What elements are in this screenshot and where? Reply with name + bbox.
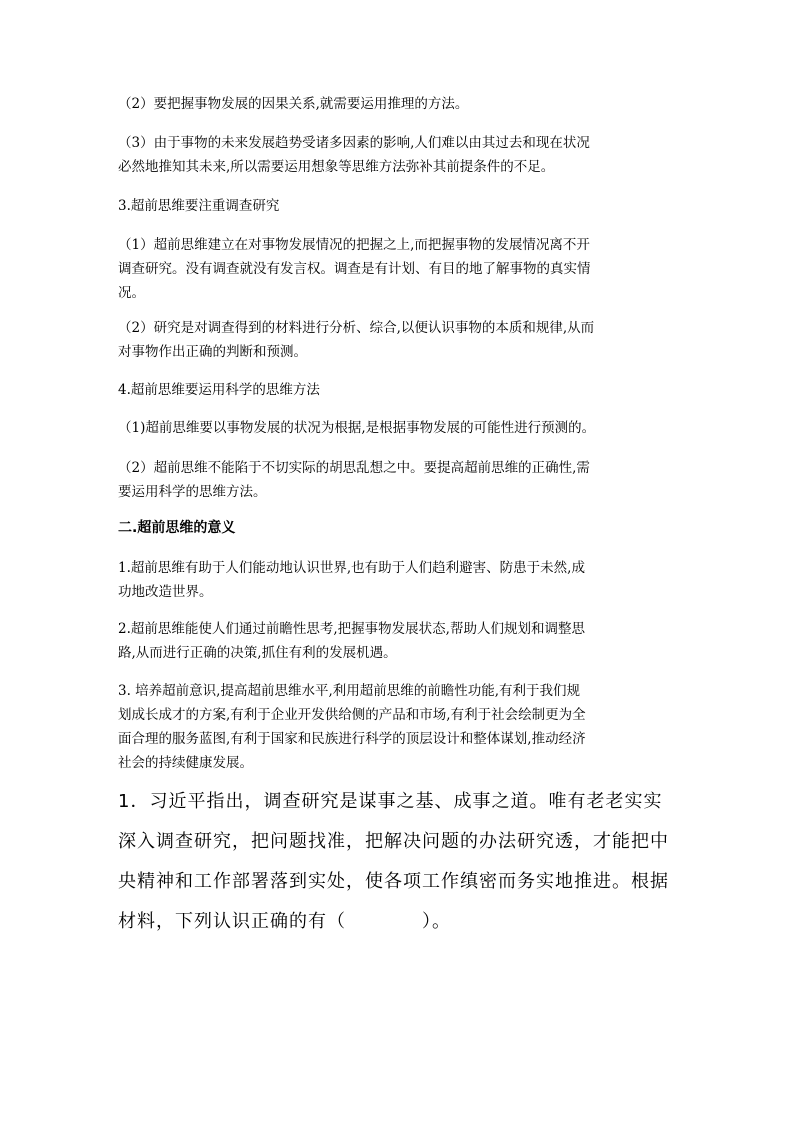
text-line: （3）由于事物的未来发展趋势受诸多因素的影响,人们难以由其过去和现在状况 xyxy=(118,135,590,151)
question-line: 深入调查研究，把问题找准，把解决问题的办法研究透，才能把中 xyxy=(118,831,669,852)
paragraph-investigation-2 xyxy=(118,316,683,364)
paragraph-scientific-1 xyxy=(118,416,683,440)
text-line: 2.超前思维能使人们通过前瞻性思考,把握事物发展状态,帮助人们规划和调整思 xyxy=(118,621,585,637)
text-line: 面合理的服务蓝图,有利于国家和民族进行科学的顶层设计和整体谋划,推动经济 xyxy=(118,731,586,747)
text-line: 3. 培养超前意识,提高超前思维水平,利用超前思维的前瞻性功能,有利于我们规 xyxy=(118,683,581,699)
text-line: （2）要把握事物发展的因果关系,就需要运用推理的方法。 xyxy=(118,96,469,112)
text-line: （2）超前思维不能陷于不切实际的胡思乱想之中。要提高超前思维的正确性,需 xyxy=(118,460,590,476)
text-line: 调查研究。没有调查就没有发言权。调查是有计划、有目的地了解事物的真实情 xyxy=(118,261,591,277)
text-line: 路,从而进行正确的决策,抓住有利的发展机遇。 xyxy=(118,645,397,661)
paragraph-imagination-method xyxy=(118,131,683,179)
paragraph-causal-reasoning xyxy=(118,92,683,116)
section-heading-significance: 二.超前思维的意义 xyxy=(118,520,236,536)
paragraph-significance-1 xyxy=(118,556,683,604)
text-line: 要运用科学的思维方法。 xyxy=(118,484,267,500)
question-line: 材料，下列认识正确的有（ ）。 xyxy=(118,911,451,932)
question-line: 1．习近平指出，调查研究是谋事之基、成事之道。唯有老老实实 xyxy=(118,791,663,812)
text-line: 对事物作出正确的判断和预测。 xyxy=(118,344,307,360)
subheading-investigation xyxy=(118,194,683,218)
paragraph-significance-2 xyxy=(118,617,683,665)
text-line: 4.超前思维要运用科学的思维方法 xyxy=(118,382,320,398)
text-line: （1)超前思维要以事物发展的状况为根据,是根据事物发展的可能性进行预测的。 xyxy=(118,420,596,436)
paragraph-scientific-2 xyxy=(118,456,683,504)
subheading-scientific-method xyxy=(118,378,683,402)
text-line: （1）超前思维建立在对事物发展情况的把握之上,而把握事物的发展情况离不开 xyxy=(118,237,590,253)
question-line: 央精神和工作部署落到实处，使各项工作缜密而务实地推进。根据 xyxy=(118,871,669,892)
paragraph-investigation-1 xyxy=(118,233,683,305)
text-line: 社会的持续健康发展。 xyxy=(118,755,253,771)
text-line: 况。 xyxy=(118,285,145,301)
text-line: 必然地推知其未来,所以需要运用想象等思维方法弥补其前提条件的不足。 xyxy=(118,159,555,175)
text-line: 3.超前思维要注重调查研究 xyxy=(118,198,280,214)
text-line: （2）研究是对调查得到的材料进行分析、综合,以便认识事物的本质和规律,从而 xyxy=(118,320,595,336)
text-line: 功地改造世界。 xyxy=(118,584,213,600)
text-line: 划成长成才的方案,有利于企业开发供给侧的产品和市场,有利于社会绘制更为全 xyxy=(118,707,586,723)
text-line: 1.超前思维有助于人们能动地认识世界,也有助于人们趋利避害、防患于未然,成 xyxy=(118,560,585,576)
paragraph-significance-3 xyxy=(118,679,683,775)
question-1 xyxy=(118,782,688,942)
